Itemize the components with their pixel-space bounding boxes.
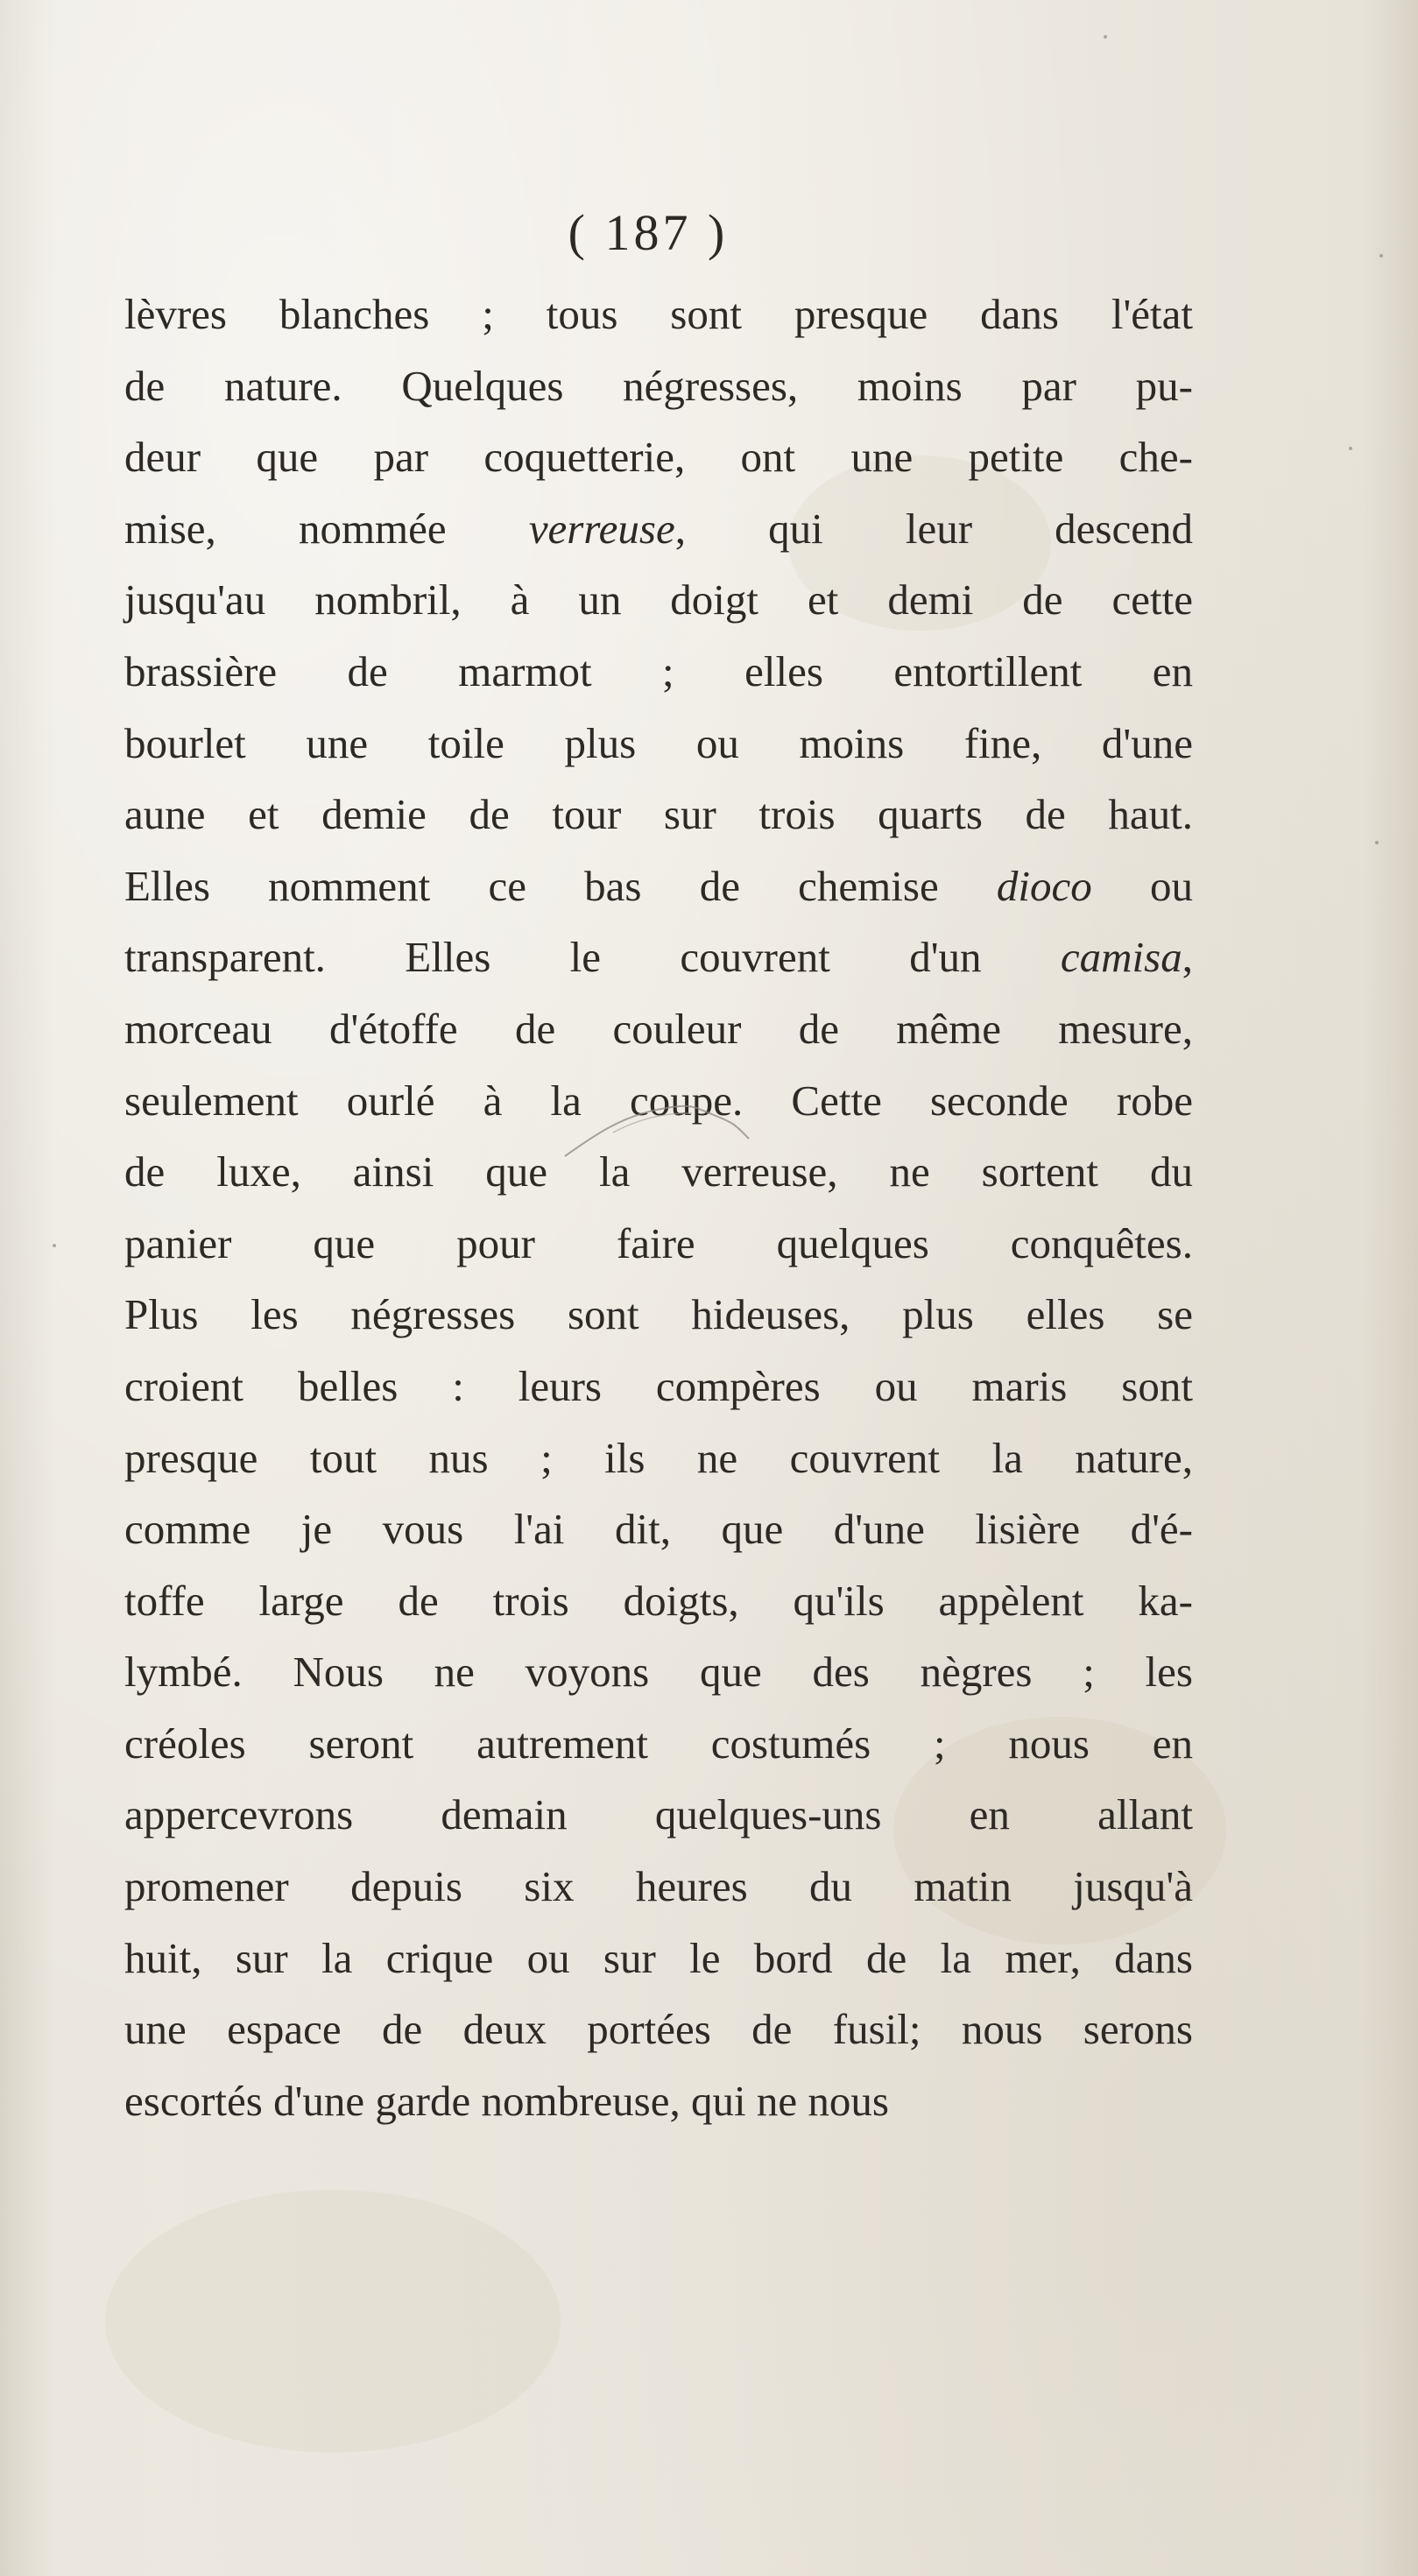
text-segment: , bbox=[1182, 933, 1193, 982]
text-segment: comme je vous l'ai dit, que d'une lisière d'é- bbox=[124, 1505, 1193, 1554]
text-line bbox=[124, 421, 1193, 493]
text-segment: presque tout nus ; ils ne couvrent la nature, bbox=[124, 1433, 1193, 1482]
text-segment: Plus les négresses sont hideuses, plus elles se bbox=[124, 1290, 1193, 1339]
text-line bbox=[124, 493, 1193, 565]
text-segment: toffe large de trois doigts, qu'ils appèlent ka- bbox=[124, 1576, 1193, 1625]
text-line bbox=[124, 1279, 1193, 1351]
italic-term: dioco bbox=[996, 861, 1092, 910]
text-segment: deur que par coquetterie, ont une petite che- bbox=[124, 433, 1193, 482]
text-segment: bourlet une toile plus ou moins fine, d'une bbox=[124, 718, 1193, 767]
text-line bbox=[124, 850, 1193, 922]
text-line bbox=[124, 1779, 1193, 1851]
text-segment: jusqu'au nombril, à un doigt et demi de cette bbox=[124, 575, 1193, 625]
text-line bbox=[124, 1851, 1193, 1923]
text-line bbox=[124, 1493, 1193, 1565]
text-line bbox=[124, 1994, 1193, 2065]
text-segment: une espace de deux portées de fusil; nous serons bbox=[124, 2005, 1193, 2054]
text-line bbox=[124, 1208, 1193, 1280]
text-line bbox=[124, 921, 1193, 993]
text-line bbox=[124, 1422, 1193, 1494]
ink-speck bbox=[1375, 841, 1379, 844]
text-line bbox=[124, 1708, 1193, 1780]
text-segment: Elles nomment ce bas de chemise bbox=[124, 861, 997, 910]
text-segment: ou bbox=[1091, 861, 1194, 910]
text-segment: escortés d'une garde nombreuse, qui ne nous bbox=[124, 2076, 889, 2125]
italic-term: camisa bbox=[1060, 933, 1182, 982]
ink-speck bbox=[1379, 254, 1383, 258]
text-segment: seulement ourlé à la coupe. Cette seconde robe bbox=[124, 1076, 1193, 1125]
text-segment: mise, nommée bbox=[124, 504, 529, 553]
italic-term: verreuse bbox=[528, 504, 675, 553]
text-segment: panier que pour faire quelques conquêtes. bbox=[124, 1218, 1193, 1267]
text-line bbox=[124, 708, 1193, 780]
text-line bbox=[124, 1351, 1193, 1422]
text-segment: brassière de marmot ; elles entortillent en bbox=[124, 646, 1193, 695]
text-line bbox=[124, 1923, 1193, 1994]
text-segment: créoles seront autrement costumés ; nous en bbox=[124, 1719, 1193, 1768]
text-segment: appercevrons demain quelques-uns en allant bbox=[124, 1790, 1193, 1839]
text-line bbox=[124, 2065, 1193, 2137]
text-segment: huit, sur la crique ou sur le bord de la mer, dans bbox=[124, 1933, 1193, 1982]
page-number: ( 187 ) bbox=[568, 204, 729, 261]
paper-stain bbox=[105, 2190, 561, 2452]
text-line bbox=[124, 1636, 1193, 1708]
ink-speck bbox=[1104, 35, 1107, 39]
text-segment: de nature. Quelques négresses, moins par pu- bbox=[124, 361, 1193, 410]
text-line bbox=[124, 779, 1193, 850]
text-segment: lymbé. Nous ne voyons que des nègres ; les bbox=[124, 1648, 1193, 1697]
text-segment: transparent. Elles le couvrent d'un bbox=[124, 933, 1061, 982]
ink-speck bbox=[53, 1244, 56, 1247]
text-segment: promener depuis six heures du matin jusqu'à bbox=[124, 1862, 1193, 1911]
text-line bbox=[124, 636, 1193, 708]
text-segment: croient belles : leurs compères ou maris sont bbox=[124, 1361, 1193, 1410]
ink-speck bbox=[1349, 447, 1352, 450]
text-line bbox=[124, 564, 1193, 636]
text-line bbox=[124, 350, 1193, 422]
text-segment: , qui leur descend bbox=[674, 504, 1193, 553]
text-segment: lèvres blanches ; tous sont presque dans l'état bbox=[124, 290, 1193, 338]
pen-stroke-mark bbox=[561, 1090, 788, 1161]
text-line bbox=[124, 279, 1193, 350]
text-line bbox=[124, 1565, 1193, 1637]
body-text bbox=[124, 279, 1193, 2136]
text-segment: de luxe, ainsi que la verreuse, ne sortent du bbox=[124, 1147, 1193, 1196]
text-line bbox=[124, 993, 1193, 1065]
text-segment: aune et demie de tour sur trois quarts de haut. bbox=[124, 790, 1193, 839]
text-segment: morceau d'étoffe de couleur de même mesure, bbox=[124, 1004, 1193, 1053]
